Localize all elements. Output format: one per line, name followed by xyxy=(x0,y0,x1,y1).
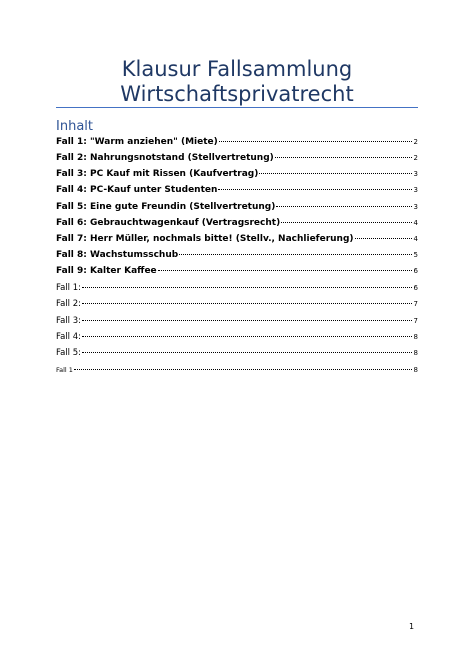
toc-entry[interactable] xyxy=(56,153,418,163)
toc-entry[interactable] xyxy=(56,185,418,195)
toc-entry[interactable] xyxy=(56,250,418,260)
toc-entry-label: Fall 1: "Warm anziehen" (Miete) xyxy=(56,137,218,147)
toc-entry-label: Fall 2: xyxy=(56,299,82,309)
toc-entry-page: 4 xyxy=(413,219,418,227)
toc-entry-label: Fall 3: xyxy=(56,316,82,326)
toc-leader xyxy=(82,320,412,321)
toc-entry-label: Fall 2: Nahrungsnotstand (Stellvertretung) xyxy=(56,153,274,163)
toc-entry-page: 8 xyxy=(413,366,418,374)
toc-leader xyxy=(74,369,412,370)
toc-leader xyxy=(259,173,411,174)
toc-entry-page: 3 xyxy=(413,186,418,194)
toc-entry[interactable] xyxy=(56,332,418,342)
toc-leader xyxy=(158,270,412,271)
toc-leader xyxy=(82,303,412,304)
toc-leader xyxy=(82,287,412,288)
toc-entry-label: Fall 5: xyxy=(56,348,82,358)
toc-entry-page: 2 xyxy=(413,138,418,146)
toc-entry[interactable] xyxy=(56,266,418,276)
toc-entry-page: 3 xyxy=(413,203,418,211)
toc-entry-label: Fall 6: Gebrauchtwagenkauf (Vertragsrecht) xyxy=(56,218,281,228)
page-number: 1 xyxy=(409,622,415,631)
document-title-line-1: Klausur Fallsammlung xyxy=(121,57,353,81)
toc-entry-label: Fall 1 xyxy=(56,366,73,374)
toc-leader xyxy=(281,222,411,223)
toc-entry-label: Fall 1: xyxy=(56,283,82,293)
toc-leader xyxy=(179,254,411,255)
toc-entry[interactable] xyxy=(56,348,418,358)
toc-entry-label: Fall 5: Eine gute Freundin (Stellvertretung) xyxy=(56,202,276,212)
document-title-line-2: Wirtschaftsprivatrecht xyxy=(120,82,354,106)
title-divider xyxy=(56,107,418,108)
toc-entry-label: Fall 4: PC-Kauf unter Studenten xyxy=(56,185,218,195)
toc-leader xyxy=(355,238,412,239)
toc-entry-page: 3 xyxy=(413,170,418,178)
toc-leader xyxy=(218,189,411,190)
toc-entry[interactable] xyxy=(56,202,418,212)
toc-entry[interactable] xyxy=(56,283,418,293)
toc-entry-label: Fall 4: xyxy=(56,332,82,342)
toc-entry-label: Fall 7: Herr Müller, nochmals bitte! (Stellv., Nachlieferung) xyxy=(56,234,354,244)
toc-entry[interactable] xyxy=(56,234,418,244)
toc-entry-page: 8 xyxy=(413,333,418,341)
toc-entry[interactable] xyxy=(56,137,418,147)
toc-entry-page: 6 xyxy=(413,267,418,275)
toc-entry-page: 7 xyxy=(413,317,418,325)
toc-leader xyxy=(275,157,412,158)
toc-entry-label: Fall 3: PC Kauf mit Rissen (Kaufvertrag) xyxy=(56,169,259,179)
toc-leader xyxy=(82,336,412,337)
toc-leader xyxy=(82,352,412,353)
toc-entry[interactable] xyxy=(56,366,418,374)
toc-entry-page: 2 xyxy=(413,154,418,162)
toc-entry[interactable] xyxy=(56,218,418,228)
toc-entry-page: 6 xyxy=(413,284,418,292)
toc-entry-page: 8 xyxy=(413,349,418,357)
toc-entry-page: 4 xyxy=(413,235,418,243)
toc-entry[interactable] xyxy=(56,316,418,326)
toc-heading: Inhalt xyxy=(56,119,93,134)
toc-entry-page: 7 xyxy=(413,300,418,308)
toc-entry[interactable] xyxy=(56,299,418,309)
toc-leader xyxy=(219,141,412,142)
toc-entry-label: Fall 8: Wachstumsschub xyxy=(56,250,179,260)
toc-entry-label: Fall 9: Kalter Kaffee xyxy=(56,266,157,276)
toc-leader xyxy=(276,206,411,207)
toc-entry-page: 5 xyxy=(413,251,418,259)
toc-entry[interactable] xyxy=(56,169,418,179)
